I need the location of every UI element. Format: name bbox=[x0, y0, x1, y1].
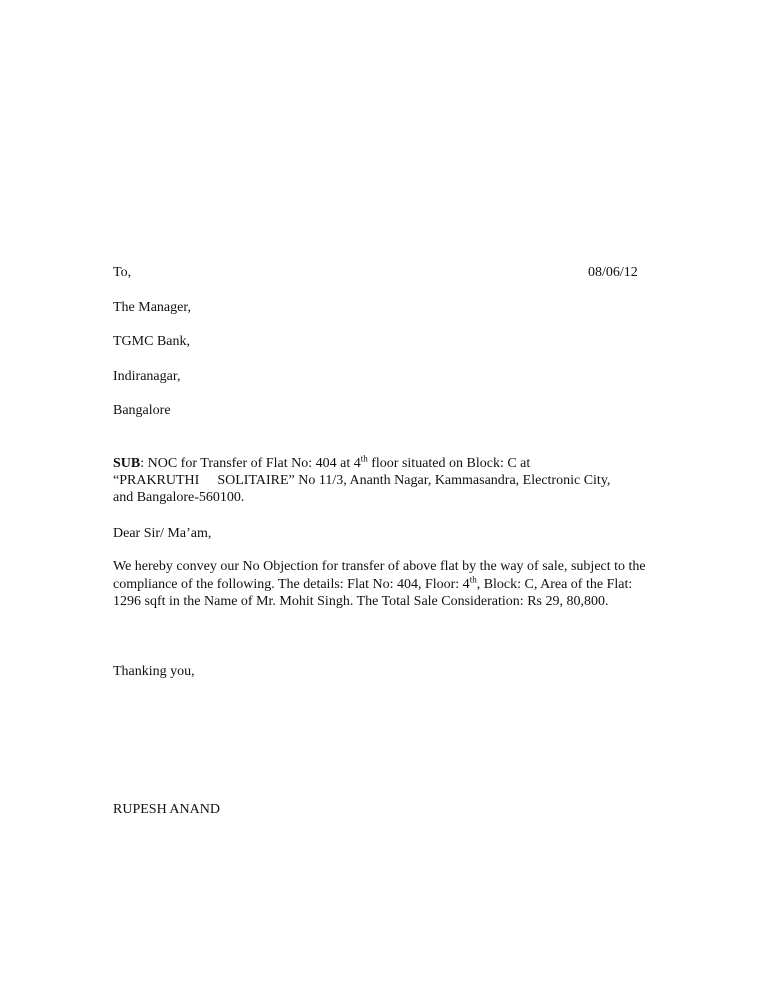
recipient-city: Bangalore bbox=[113, 403, 171, 418]
subject-line-2 bbox=[113, 472, 610, 489]
subject-text-a: : NOC for Transfer of Flat No: 404 at 4 bbox=[140, 456, 361, 471]
subject-label: SUB bbox=[113, 456, 141, 471]
subject-text-b: floor situated on Block: C at bbox=[367, 456, 531, 471]
subject-line-1 bbox=[113, 455, 530, 472]
recipient-title: The Manager, bbox=[113, 300, 191, 315]
subject-project-name: “PRAKRUTHI bbox=[113, 473, 200, 488]
subject-sup: th bbox=[360, 453, 368, 464]
body-sup: th bbox=[469, 573, 477, 584]
recipient-bank: TGMC Bank, bbox=[113, 334, 190, 349]
address-to: To, bbox=[113, 265, 132, 280]
body-paragraph bbox=[113, 558, 658, 611]
body-text-b: , Block: C, Area of the Flat: 1296 sqft in the Name of Mr. Mohit Singh. The Total Sale Consideration: Rs 29, 80,800. bbox=[113, 576, 633, 610]
closing: Thanking you, bbox=[113, 664, 195, 679]
body-text-a: We hereby convey our No Objection for transfer of above flat by the way of sale, subject to the compliance of the following. The details: Flat No: 404, Floor: 4 bbox=[113, 559, 646, 592]
letter-date: 08/06/12 bbox=[588, 265, 638, 280]
subject-project-address: SOLITAIRE” No 11/3, Ananth Nagar, Kammasandra, Electronic City, bbox=[217, 473, 611, 488]
signatory-name: RUPESH ANAND bbox=[113, 802, 220, 817]
recipient-area: Indiranagar, bbox=[113, 369, 181, 384]
subject-line-3: and Bangalore-560100. bbox=[113, 490, 245, 505]
salutation: Dear Sir/ Ma’am, bbox=[113, 526, 212, 541]
